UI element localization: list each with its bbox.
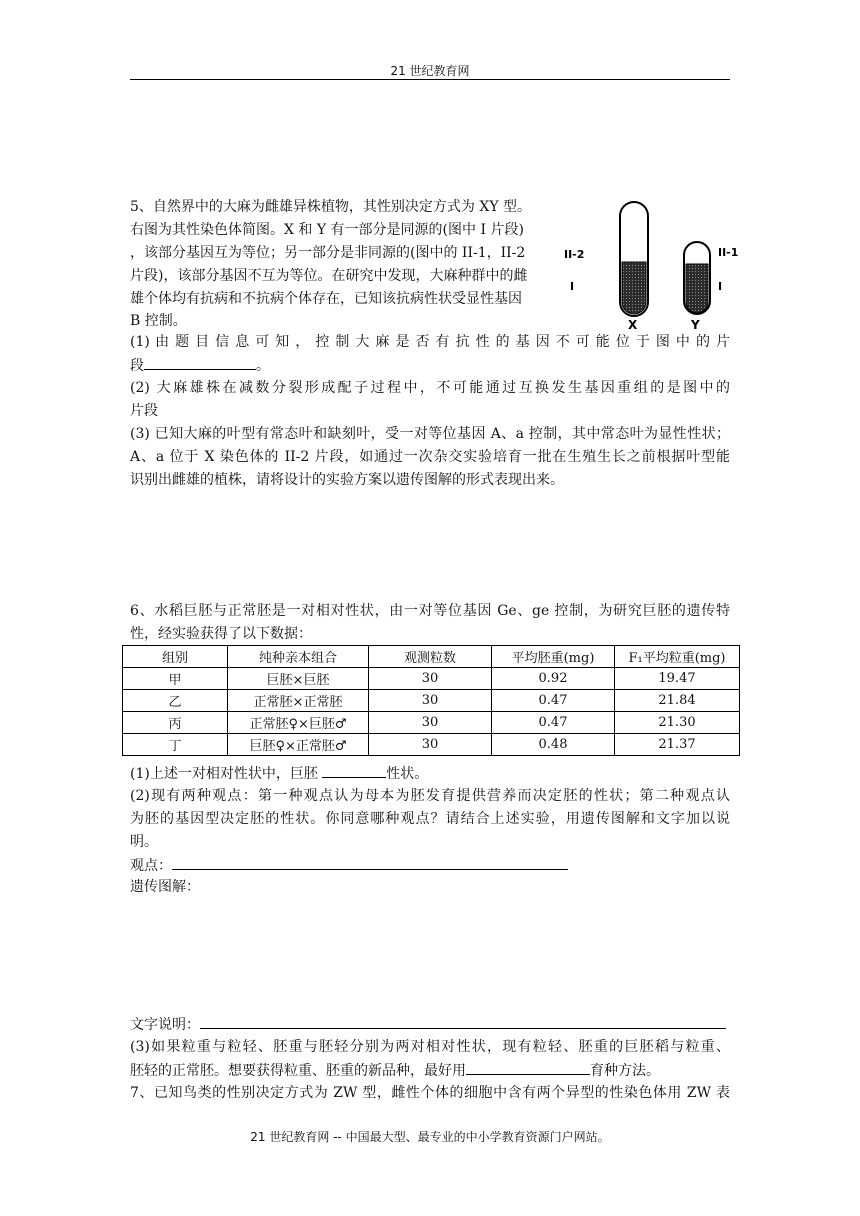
label-x: X (628, 318, 638, 330)
table-cell: 19.47 (615, 668, 740, 690)
label-i-left: I (570, 280, 575, 293)
q5-q1-suffix: 。 (256, 358, 270, 374)
q5-q3-line-2: A、a 位于 X 染色体的 II-2 片段，如通过一次杂交实验培育一批在生殖生长之前根据叶型能 (130, 449, 730, 465)
table-cell: 21.30 (615, 712, 740, 734)
q6-line-1: 6、水稻巨胚与正常胚是一对相对性状，由一对等位基因 Ge、ge 控制，为研究巨胚的遗传特 (130, 603, 730, 619)
table-cell: 0.48 (492, 734, 615, 756)
q5-line-3: ，该部分基因互为等位；另一部分是非同源的(图中的 II-1，II-2 (130, 245, 526, 261)
q6-q2-line-1: (2)现有两种观点：第一种观点认为母本为胚发育提供营养而决定胚的性状；第二种观点认 (130, 788, 730, 804)
table-cell: 0.47 (492, 712, 615, 734)
table-header-cell: F₁平均粒重(mg) (615, 646, 740, 668)
answer-blank[interactable] (322, 762, 386, 778)
q6-q3-line-2 (130, 1059, 660, 1082)
q5-q2-line-2: 片段 (130, 403, 158, 419)
table-cell: 巨胚♀×正常胚♂ (228, 734, 369, 756)
q5-line-1: 5、自然界中的大麻为雌雄异株植物，其性别决定方式为 XY 型。 (130, 199, 532, 215)
sex-chromosome-figure (562, 198, 752, 330)
q5-line-5: 雄个体均有抗病和不抗病个体存在，已知该抗病性状受显性基因 (130, 291, 522, 307)
text-explanation-label: 文字说明： (130, 1017, 200, 1033)
q6-text-explanation-line (130, 1013, 726, 1036)
table-row (123, 690, 740, 712)
label-y: Y (691, 318, 700, 330)
q6-q1-suffix: 性状。 (386, 766, 429, 782)
q7-line-1: 7、已知鸟类的性别决定方式为 ZW 型，雌性个体的细胞中含有两个异型的性染色体用 ZW 表 (130, 1085, 730, 1101)
table-cell: 巨胚×巨胚 (228, 668, 369, 690)
table-header-cell: 观测粒数 (369, 646, 492, 668)
q5-line-6: B 控制。 (130, 313, 187, 329)
q6-line-2: 性，经实验获得了以下数据： (130, 626, 312, 642)
q5-q1-line-1: (1) 由 题 目 信 息 可 知 ， 控 制 大 麻 是 否 有 抗 性 的 基 因 不 可 能 位 于 图 中 的 片 (130, 334, 730, 350)
table-cell: 丙 (123, 712, 228, 734)
table-row (123, 712, 740, 734)
table-cell: 21.37 (615, 734, 740, 756)
viewpoint-label: 观点： (130, 858, 172, 874)
q5-q1-line-2 (130, 354, 270, 377)
table-cell: 30 (369, 690, 492, 712)
table-cell: 正常胚♀×巨胚♂ (228, 712, 369, 734)
label-i-right: I (718, 280, 723, 293)
table-cell: 30 (369, 734, 492, 756)
table-cell: 丁 (123, 734, 228, 756)
text-explanation-blank[interactable] (200, 1013, 726, 1029)
table-cell: 正常胚×正常胚 (228, 690, 369, 712)
q6-q2-line-3: 明。 (130, 834, 158, 850)
q6-q3-prefix: 胚轻的正常胚。想要获得粒重、胚重的新品种，最好用 (130, 1063, 466, 1079)
table-header-row (123, 646, 740, 668)
viewpoint-answer-blank[interactable] (172, 854, 568, 870)
page-footer: 21 世纪教育网 -- 中国最大型、最专业的中小学教育资源门户网站。 (250, 1130, 610, 1144)
q5-q3-line-1: (3) 已知大麻的叶型有常态叶和缺刻叶，受一对等位基因 A、a 控制，其中常态叶为显性性状； (130, 426, 730, 442)
q6-q1-prefix: (1)上述一对相对性状中，巨胚 (130, 766, 323, 782)
answer-blank[interactable] (466, 1059, 590, 1075)
q6-viewpoint-line (130, 854, 568, 877)
table-header-cell: 平均胚重(mg) (492, 646, 615, 668)
q5-line-4: 片段)，该部分基因不互为等位。在研究中发现，大麻种群中的雌 (130, 268, 528, 284)
header-divider (130, 79, 730, 80)
q5-q1-prefix: 段 (130, 358, 144, 374)
table-cell: 21.84 (615, 690, 740, 712)
table-row (123, 734, 740, 756)
genetic-diagram-label: 遗传图解： (130, 879, 200, 895)
q6-q3-suffix: 育种方法。 (590, 1063, 660, 1079)
answer-blank[interactable] (144, 354, 256, 370)
q5-q2-line-1: (2) 大麻雄株在减数分裂形成配子过程中，不可能通过互换发生基因重组的是图中的 (130, 380, 730, 396)
page-header: 21 世纪教育网 (390, 64, 470, 78)
q6-q1-line (130, 762, 428, 785)
table-cell: 30 (369, 712, 492, 734)
table-cell: 乙 (123, 690, 228, 712)
table-row (123, 668, 740, 690)
q6-q3-line-1: (3)如果粒重与粒轻、胚重与胚轻分别为两对相对性状，现有粒轻、胚重的巨胚稻与粒重、 (130, 1039, 730, 1055)
q6-q2-line-2: 为胚的基因型决定胚的性状。你同意哪种观点？请结合上述实验，用遗传图解和文字加以说 (130, 811, 730, 827)
table-cell: 0.92 (492, 668, 615, 690)
q5-q3-line-3: 识别出雌雄的植株，请将设计的实验方案以遗传图解的形式表现出来。 (130, 472, 564, 488)
label-ii-1: II-1 (718, 246, 739, 259)
table-header-cell: 组别 (123, 646, 228, 668)
table-cell: 0.47 (492, 690, 615, 712)
table-cell: 30 (369, 668, 492, 690)
experiment-data-table (122, 645, 740, 756)
table-cell: 甲 (123, 668, 228, 690)
q5-line-2: 右图为其性染色体简图。X 和 Y 有一部分是同源的(图中 I 片段) (130, 222, 524, 238)
label-ii-2: II-2 (564, 248, 585, 261)
table-header-cell: 纯种亲本组合 (228, 646, 369, 668)
